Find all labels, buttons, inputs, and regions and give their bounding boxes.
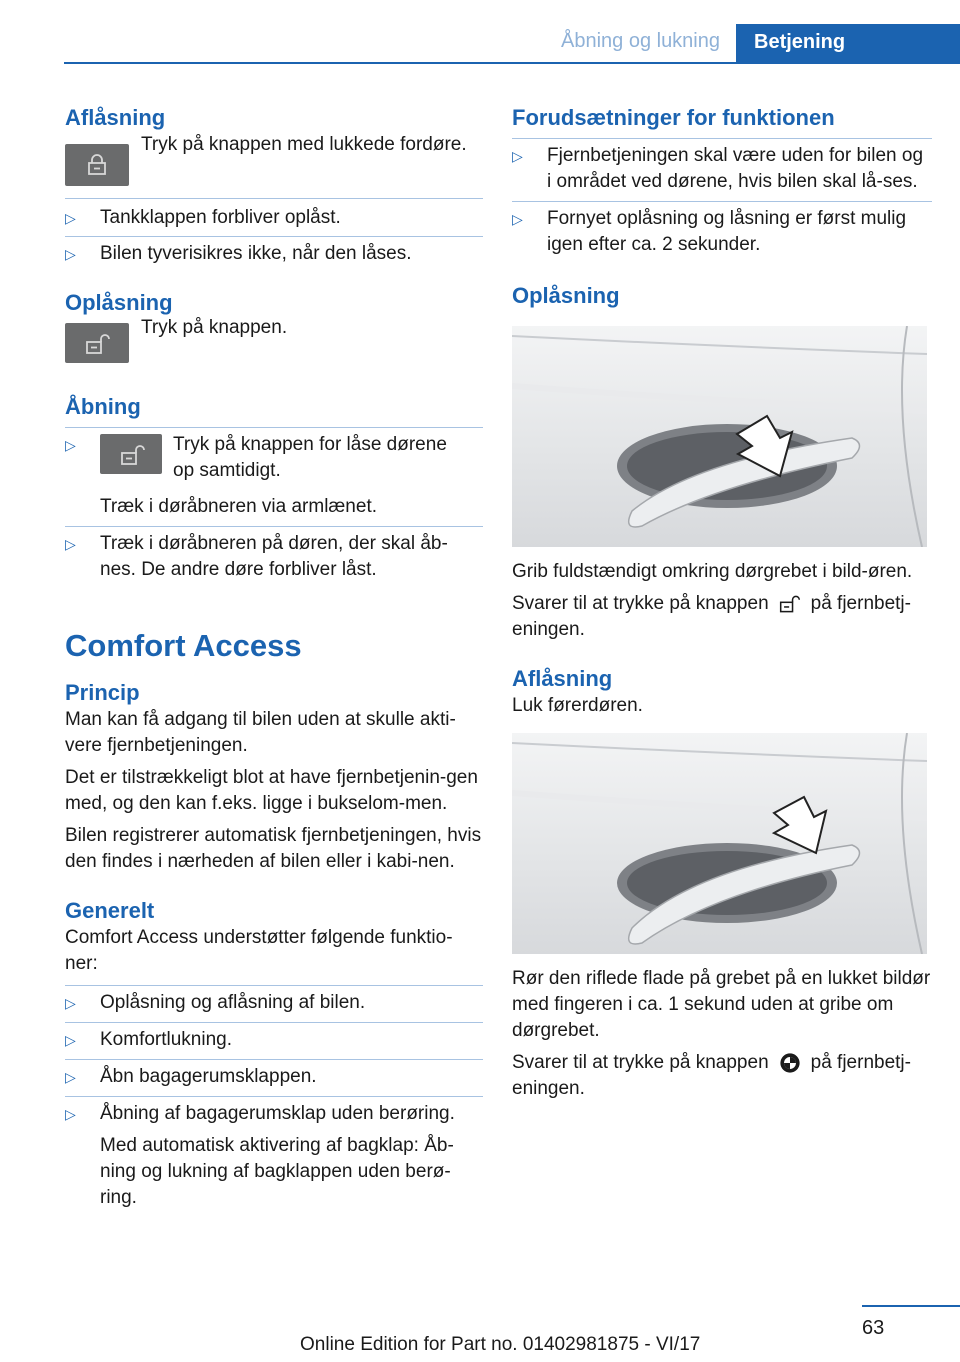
prereq-heading: Forudsætninger for funktionen [512, 105, 835, 130]
general-bullets [65, 990, 483, 1016]
list-item: ▷ Komfortlukning. [65, 1027, 483, 1053]
separator [65, 526, 483, 527]
header-tab: Betjening [736, 24, 960, 62]
unlock-key-button [65, 323, 129, 363]
list-item: ▷ Åbn bagagerumsklappen. [65, 1064, 483, 1090]
edition-note: Online Edition for Part no. 01402981875 - VI/17 [300, 1334, 701, 1355]
general-heading: Generelt [65, 898, 155, 923]
separator [512, 201, 932, 202]
left-column [65, 104, 483, 1211]
list-item: ▷ Tankklappen forbliver oplåst. [65, 205, 483, 231]
right-column [512, 104, 932, 1102]
unlock-p2-post: på fjernbetj-eningen. [512, 593, 911, 640]
unlock-icon [120, 443, 146, 467]
unlocking-heading: Oplåsning [65, 290, 173, 315]
separator [65, 236, 483, 237]
list-item: ▷ Bilen tyverisikres ikke, når den låses. [65, 241, 483, 267]
header-section-title: Åbning og lukning [560, 30, 720, 52]
list-item: ▷ Oplåsning og aflåsning af bilen. [65, 990, 483, 1016]
separator [65, 1022, 483, 1023]
prereq-bullets-2 [512, 206, 932, 258]
page-header [0, 0, 960, 64]
right-unlocking-heading: Oplåsning [512, 283, 620, 308]
locking-button-text: Tryk på knappen med lukkede fordøre. [141, 134, 467, 155]
principle-paragraph-3: Bilen registrerer automatisk fjernbetjeningen, hvis den findes i nærheden af bilen eller i kabi-nen. [65, 825, 482, 872]
door-handle-illustration [512, 733, 927, 954]
list-item: ▷ Fjernbetjeningen skal være uden for bilen og i området ved dørene, hvis bilen skal lå-ses. [512, 143, 932, 195]
door-handle-illustration [512, 326, 927, 547]
opening-bullet-1 [65, 432, 483, 490]
separator [65, 1059, 483, 1060]
comfort-access-heading: Comfort Access [65, 628, 302, 663]
prereq-bullets [512, 143, 932, 195]
header-rule [64, 62, 960, 64]
general-bullets-4 [65, 1101, 483, 1127]
principle-paragraph-1: Man kan få adgang til bilen uden at skulle akti-vere fjernbetjeningen. [65, 709, 456, 756]
unlocking-button-row [65, 317, 483, 365]
locking-heading: Aflåsning [65, 105, 166, 130]
lock-p2-pre: Svarer til at trykke på knappen [512, 1052, 769, 1073]
general-bullets-3 [65, 1064, 483, 1090]
lock-paragraph-0: Luk førerdøren. [512, 695, 643, 716]
lock-icon [85, 153, 109, 177]
unlocking-button-text: Tryk på knappen. [141, 317, 288, 338]
lock-key-button [65, 144, 129, 186]
locking-bullets [65, 205, 483, 231]
separator [65, 1096, 483, 1097]
bmw-logo-icon [779, 1052, 801, 1074]
list-item: ▷ Fornyet oplåsning og låsning er først mulig igen efter ca. 2 sekunder. [512, 206, 932, 258]
page-number: 63 [862, 1317, 885, 1339]
unlock-paragraph-1: Grib fuldstændigt omkring dørgrebet i bild-øren. [512, 561, 913, 582]
lock-p2-post: på fjernbetj-eningen. [512, 1052, 911, 1099]
unlock-icon [779, 593, 801, 615]
principle-heading: Princip [65, 680, 140, 705]
right-locking-heading: Aflåsning [512, 666, 613, 691]
door-handle-photo-unlock [512, 326, 927, 547]
lock-paragraph-1: Rør den riflede flade på grebet på en lukket bildør med fingeren i ca. 1 sekund uden at gribe om dørgrebet. [512, 968, 931, 1041]
lock-paragraph-2 [512, 1050, 932, 1102]
separator [65, 427, 483, 428]
separator [65, 985, 483, 986]
opening-bullets [65, 531, 483, 583]
footer-rule [862, 1305, 960, 1307]
opening-bullet-line1: Tryk på knappen for låse dørene [173, 434, 447, 455]
unlock-p2-pre: Svarer til at trykke på knappen [512, 593, 769, 614]
opening-bullet-line2: op samtidigt. [173, 460, 281, 481]
unlock-paragraph-2 [512, 591, 932, 643]
general-paragraph: Comfort Access understøtter følgende funktio-ner: [65, 927, 453, 974]
bullet-marker: ▷ [65, 437, 76, 453]
list-item: ▷ Åbning af bagagerumsklap uden berøring. [65, 1101, 483, 1127]
unlock-key-button [100, 434, 162, 474]
principle-paragraph-2: Det er tilstrækkeligt blot at have fjernbetjenin-gen med, og den kan f.eks. ligge i bukselom-men. [65, 767, 478, 814]
separator [65, 198, 483, 199]
locking-bullets-2 [65, 241, 483, 267]
opening-heading: Åbning [65, 394, 141, 419]
separator [512, 138, 932, 139]
opening-bullet-sub: Træk i døråbneren via armlænet. [100, 496, 378, 517]
list-item: ▷ Træk i døråbneren på døren, der skal åb-nes. De andre døre forbliver låst. [65, 531, 483, 583]
general-bullets-2 [65, 1027, 483, 1053]
unlock-icon [85, 332, 111, 356]
door-handle-photo-lock [512, 733, 927, 954]
general-bullet-sub: Med automatisk aktivering af bagklap: Åb-ning og lukning af bagklappen uden berø-ring. [100, 1135, 454, 1208]
locking-button-row [65, 134, 483, 188]
